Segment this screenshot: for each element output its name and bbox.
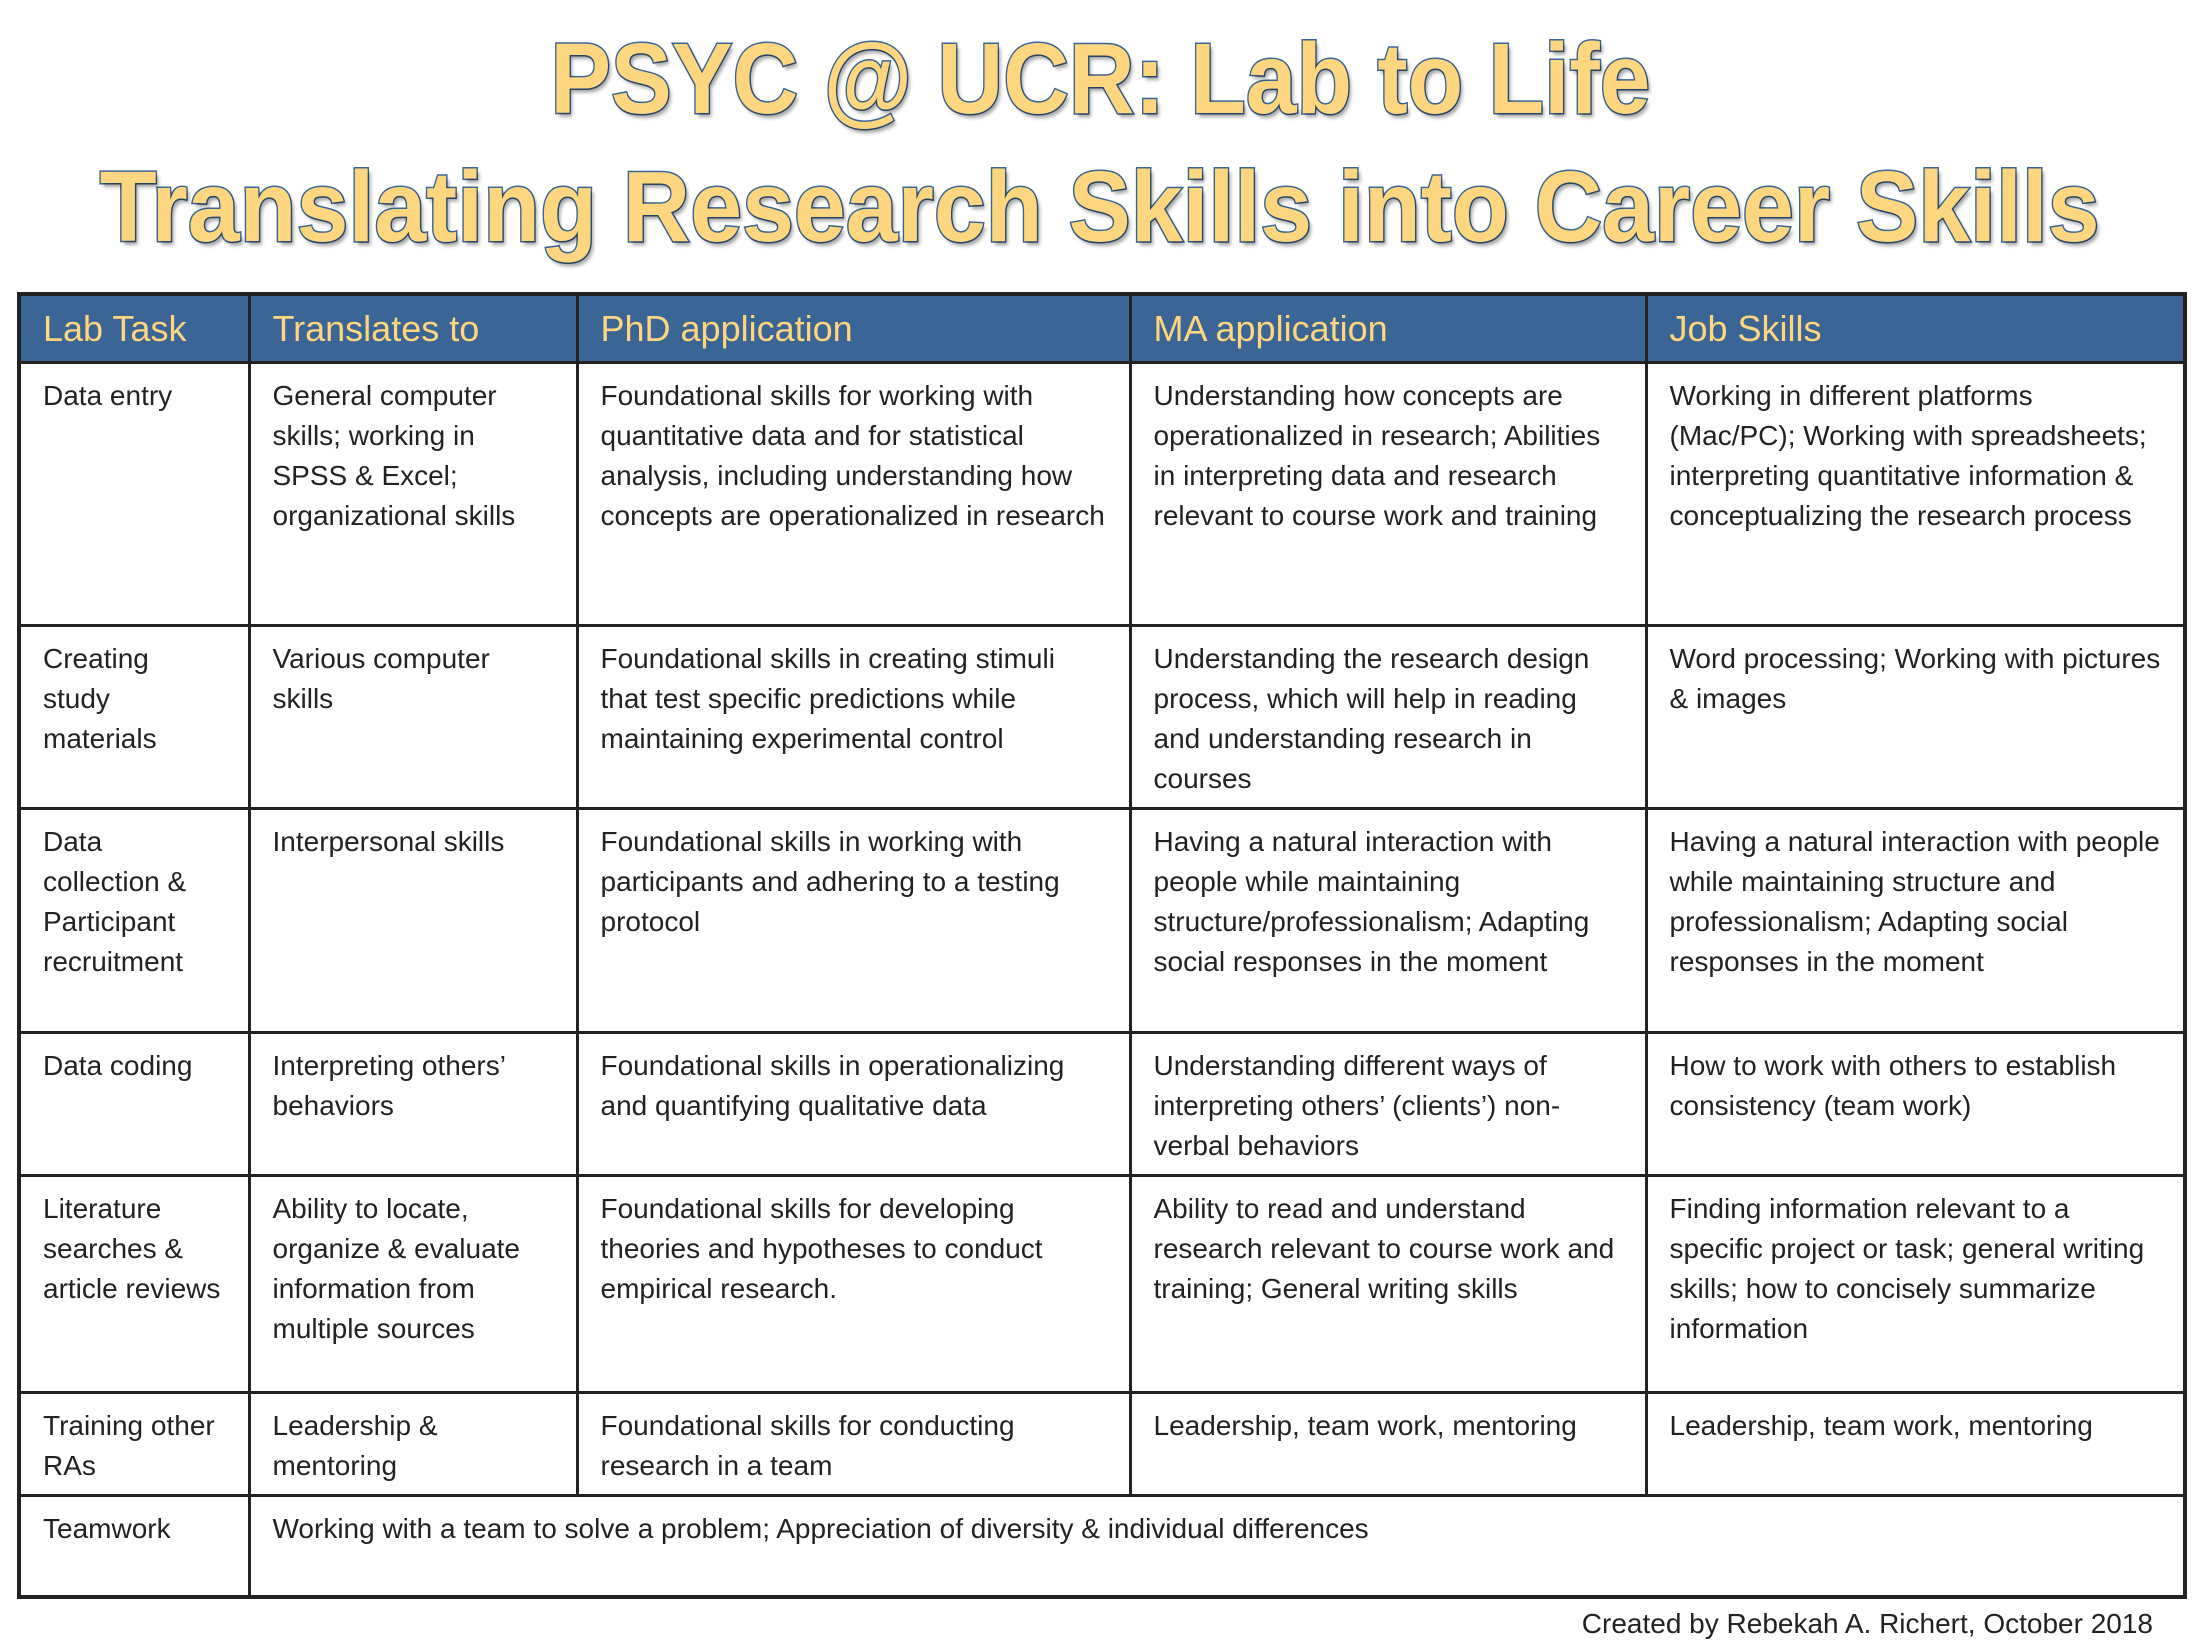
title-line-2-wrapper <box>0 152 2200 262</box>
cell-ma: Leadership, team work, mentoring <box>1130 1392 1646 1495</box>
title-line-2: Translating Research Skills into Career Skills <box>100 151 2100 263</box>
cell-job: Having a natural interaction with people while maintaining structure and professionalism; Adapting social responses in the moment <box>1646 808 2185 1032</box>
table-row <box>19 1175 2185 1392</box>
cell-translates: General computer skills; working in SPSS & Excel; organizational skills <box>249 362 577 625</box>
header-row <box>19 294 2185 362</box>
cell-translates: Various computer skills <box>249 625 577 808</box>
cell-teamwork-description: Working with a team to solve a problem; Appreciation of diversity & individual differences <box>249 1495 2185 1597</box>
column-header: MA application <box>1130 294 1646 362</box>
cell-phd: Foundational skills in operationalizing and quantifying qualitative data <box>577 1032 1130 1175</box>
cell-job: How to work with others to establish consistency (team work) <box>1646 1032 2185 1175</box>
title-line-1: PSYC @ UCR: Lab to Life <box>550 23 1650 135</box>
cell-phd: Foundational skills for working with quantitative data and for statistical analysis, including understanding how concepts are operationalized in research <box>577 362 1130 625</box>
cell-task: Creating study materials <box>19 625 249 808</box>
cell-phd: Foundational skills for conducting research in a team <box>577 1392 1130 1495</box>
cell-job: Word processing; Working with pictures & images <box>1646 625 2185 808</box>
cell-phd: Foundational skills in working with participants and adhering to a testing protocol <box>577 808 1130 1032</box>
cell-translates: Interpersonal skills <box>249 808 577 1032</box>
table-row <box>19 625 2185 808</box>
cell-ma: Understanding different ways of interpreting others’ (clients’) non-verbal behaviors <box>1130 1032 1646 1175</box>
cell-task: Training other RAs <box>19 1392 249 1495</box>
table-row <box>19 808 2185 1032</box>
column-header: Job Skills <box>1646 294 2185 362</box>
cell-phd: Foundational skills for developing theories and hypotheses to conduct empirical research. <box>577 1175 1130 1392</box>
table-row <box>19 1032 2185 1175</box>
cell-translates: Leadership & mentoring <box>249 1392 577 1495</box>
skills-table <box>17 292 2187 1599</box>
cell-job: Working in different platforms (Mac/PC); Working with spreadsheets; interpreting quantitative information & conceptualizing the research process <box>1646 362 2185 625</box>
cell-ma: Understanding the research design process, which will help in reading and understanding research in courses <box>1130 625 1646 808</box>
cell-task: Teamwork <box>19 1495 249 1597</box>
cell-ma: Ability to read and understand research relevant to course work and training; General writing skills <box>1130 1175 1646 1392</box>
cell-translates: Ability to locate, organize & evaluate information from multiple sources <box>249 1175 577 1392</box>
table-row-teamwork <box>19 1495 2185 1597</box>
table-row <box>19 362 2185 625</box>
cell-task: Literature searches & article reviews <box>19 1175 249 1392</box>
column-header: Translates to <box>249 294 577 362</box>
table-row <box>19 1392 2185 1495</box>
cell-ma: Having a natural interaction with people while maintaining structure/professionalism; Adapting social responses in the moment <box>1130 808 1646 1032</box>
column-header: PhD application <box>577 294 1130 362</box>
credit-footer: Created by Rebekah A. Richert, October 2018 <box>1581 1608 2153 1639</box>
cell-task: Data collection & Participant recruitment <box>19 808 249 1032</box>
cell-ma: Understanding how concepts are operationalized in research; Abilities in interpreting data and research relevant to course work and training <box>1130 362 1646 625</box>
cell-job: Leadership, team work, mentoring <box>1646 1392 2185 1495</box>
cell-task: Data entry <box>19 362 249 625</box>
cell-translates: Interpreting others’ behaviors <box>249 1032 577 1175</box>
title-line-1-wrapper <box>0 24 2200 134</box>
column-header: Lab Task <box>19 294 249 362</box>
cell-phd: Foundational skills in creating stimuli that test specific predictions while maintaining experimental control <box>577 625 1130 808</box>
cell-task: Data coding <box>19 1032 249 1175</box>
cell-job: Finding information relevant to a specific project or task; general writing skills; how to concisely summarize information <box>1646 1175 2185 1392</box>
